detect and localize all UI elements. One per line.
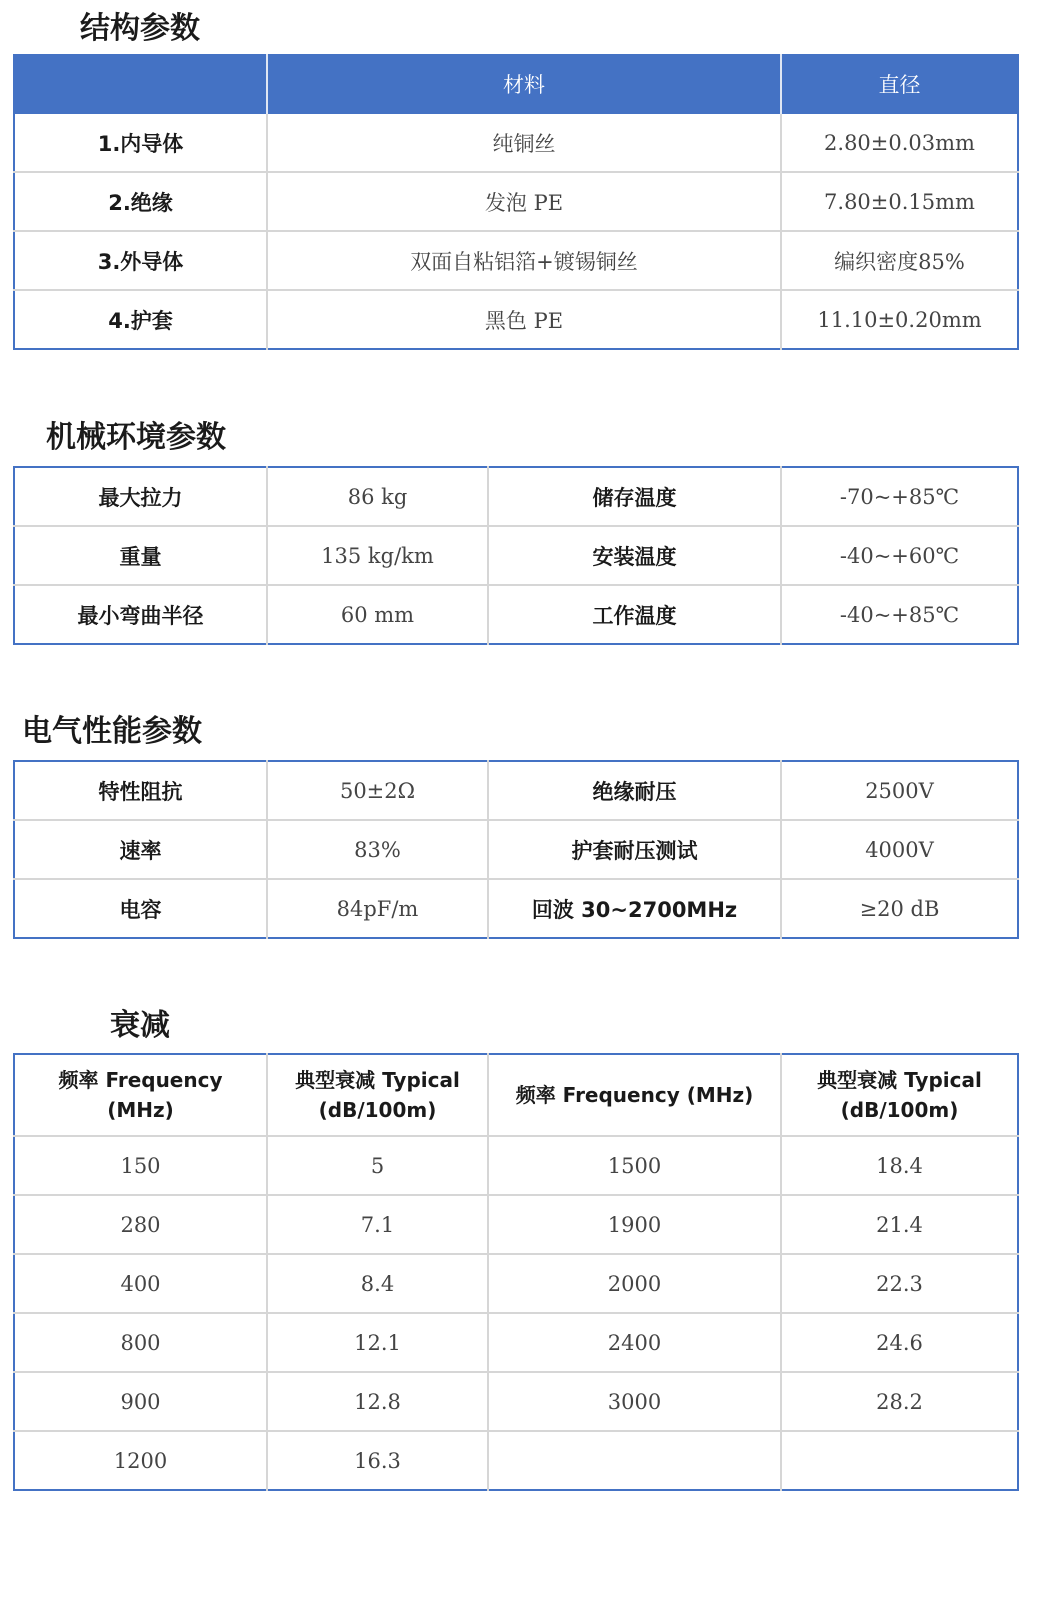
structure-material: 纯铜丝 xyxy=(267,114,781,172)
frequency-cell: 3000 xyxy=(488,1372,781,1431)
attenuation-cell: 22.3 xyxy=(781,1254,1018,1313)
table-row xyxy=(14,879,1018,938)
mechanical-title: 机械环境参数 xyxy=(46,420,226,455)
attenuation-header-frequency xyxy=(14,1054,267,1136)
structure-header-blank xyxy=(14,54,267,114)
table-row xyxy=(14,467,1018,526)
table-row xyxy=(14,761,1018,820)
structure-diameter: 11.10±0.20mm xyxy=(817,307,982,332)
electrical-value: 2500V xyxy=(781,761,1018,820)
structure-label: 3.外导体 xyxy=(14,231,267,290)
table-row xyxy=(14,820,1018,879)
attenuation-cell: 8.4 xyxy=(267,1254,488,1313)
header-line: 典型衰减 Typical xyxy=(817,1068,982,1092)
table-row xyxy=(14,585,1018,644)
attenuation-header-typical xyxy=(267,1054,488,1136)
mechanical-value: -70~+85℃ xyxy=(781,467,1018,526)
structure-diameter: 7.80±0.15mm xyxy=(781,172,1018,231)
mechanical-value: 86 kg xyxy=(267,467,488,526)
frequency-cell: 2400 xyxy=(488,1313,781,1372)
electrical-title: 电气性能参数 xyxy=(22,714,202,749)
structure-table xyxy=(13,54,1019,350)
electrical-table xyxy=(13,760,1019,939)
frequency-cell: 280 xyxy=(14,1195,267,1254)
table-row xyxy=(14,1313,1018,1372)
structure-label: 4.护套 xyxy=(14,290,267,349)
attenuation-table xyxy=(13,1053,1019,1491)
structure-header-diameter: 直径 xyxy=(781,54,1018,114)
electrical-label: 绝缘耐压 xyxy=(488,761,781,820)
structure-diameter: 编织密度85% xyxy=(781,231,1018,290)
frequency-cell xyxy=(488,1431,781,1490)
table-row xyxy=(14,172,1018,231)
header-line: (dB/100m) xyxy=(840,1098,959,1122)
mechanical-value: 135 kg/km xyxy=(267,526,488,585)
frequency-cell: 1200 xyxy=(14,1431,267,1490)
frequency-cell: 1900 xyxy=(488,1195,781,1254)
frequency-cell: 1500 xyxy=(488,1136,781,1195)
frequency-cell: 150 xyxy=(14,1136,267,1195)
attenuation-cell: 12.1 xyxy=(267,1313,488,1372)
attenuation-cell: 21.4 xyxy=(781,1195,1018,1254)
header-line: (dB/100m) xyxy=(318,1098,437,1122)
attenuation-cell: 5 xyxy=(267,1136,488,1195)
electrical-value: ≥20 dB xyxy=(859,896,940,921)
attenuation-cell: 24.6 xyxy=(781,1313,1018,1372)
electrical-label: 电容 xyxy=(14,879,267,938)
frequency-cell: 800 xyxy=(14,1313,267,1372)
structure-material: 黑色 PE xyxy=(267,290,781,349)
mechanical-value: -40~+85℃ xyxy=(839,602,960,627)
structure-label: 1.内导体 xyxy=(14,114,267,172)
electrical-value: 4000V xyxy=(781,820,1018,879)
header-line: 频率 Frequency xyxy=(58,1068,223,1092)
mechanical-label: 工作温度 xyxy=(488,585,781,644)
table-row xyxy=(14,526,1018,585)
mechanical-label: 最小弯曲半径 xyxy=(14,585,267,644)
header-line: 频率 Frequency (MHz) xyxy=(515,1083,754,1107)
table-row xyxy=(14,1254,1018,1313)
attenuation-cell xyxy=(781,1431,1018,1490)
attenuation-cell: 12.8 xyxy=(267,1372,488,1431)
header-line: 典型衰减 Typical xyxy=(295,1068,460,1092)
table-row xyxy=(14,1136,1018,1195)
structure-title: 结构参数 xyxy=(80,11,200,46)
frequency-cell: 2000 xyxy=(488,1254,781,1313)
structure-material: 发泡 PE xyxy=(267,172,781,231)
table-row xyxy=(14,1431,1018,1490)
attenuation-cell: 7.1 xyxy=(267,1195,488,1254)
structure-material: 双面自粘铝箔+镀锡铜丝 xyxy=(267,231,781,290)
attenuation-header-frequency-2 xyxy=(488,1054,781,1136)
mechanical-label: 储存温度 xyxy=(488,467,781,526)
structure-header-material: 材料 xyxy=(267,54,781,114)
mechanical-label: 最大拉力 xyxy=(14,467,267,526)
mechanical-label: 安装温度 xyxy=(488,526,781,585)
electrical-label: 护套耐压测试 xyxy=(488,820,781,879)
electrical-label: 特性阻抗 xyxy=(14,761,267,820)
structure-label: 2.绝缘 xyxy=(14,172,267,231)
table-row xyxy=(14,290,1018,349)
header-line: (MHz) xyxy=(107,1098,174,1122)
electrical-label: 回波 30~2700MHz xyxy=(488,879,781,938)
attenuation-cell: 18.4 xyxy=(781,1136,1018,1195)
attenuation-cell: 16.3 xyxy=(267,1431,488,1490)
mechanical-value: -40~+60℃ xyxy=(781,526,1018,585)
table-row xyxy=(14,231,1018,290)
frequency-cell: 900 xyxy=(14,1372,267,1431)
electrical-value: 84pF/m xyxy=(267,879,488,938)
electrical-label: 速率 xyxy=(14,820,267,879)
attenuation-cell: 28.2 xyxy=(781,1372,1018,1431)
attenuation-header-typical-2 xyxy=(781,1054,1018,1136)
frequency-cell: 400 xyxy=(14,1254,267,1313)
mechanical-value: 60 mm xyxy=(267,585,488,644)
electrical-value: 83% xyxy=(267,820,488,879)
attenuation-title: 衰减 xyxy=(110,1008,170,1043)
mechanical-table xyxy=(13,466,1019,645)
table-row xyxy=(14,1195,1018,1254)
mechanical-label: 重量 xyxy=(14,526,267,585)
structure-diameter: 2.80±0.03mm xyxy=(781,114,1018,172)
table-row xyxy=(14,1372,1018,1431)
table-row xyxy=(14,114,1018,172)
electrical-value: 50±2Ω xyxy=(267,761,488,820)
